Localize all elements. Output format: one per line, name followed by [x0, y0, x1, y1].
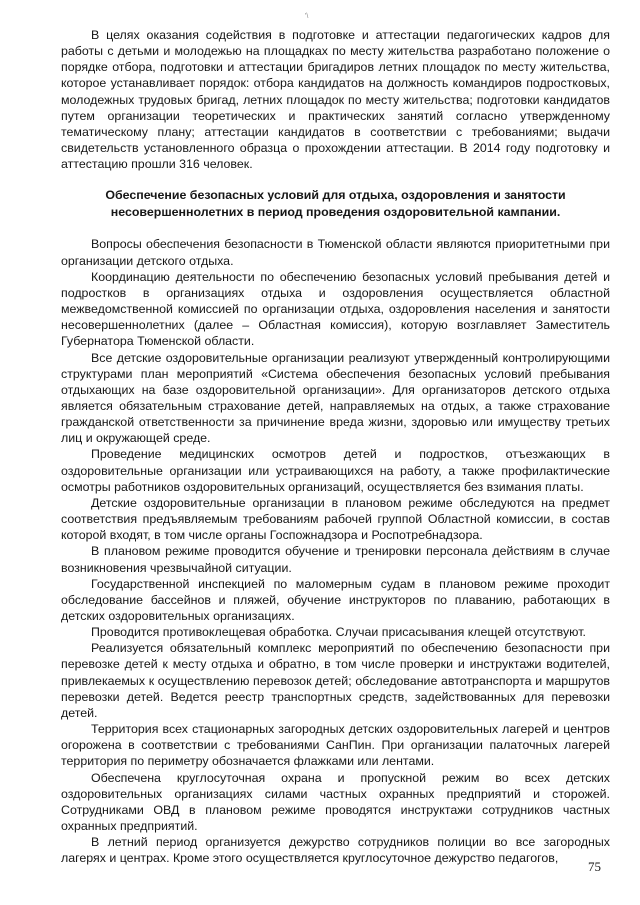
body-paragraph-police-duty: В летний период организуется дежурство сотрудников полиции во все загородных лагерях и центрах. Кроме этого осуществляется круглосуточное дежурство педагогов,	[61, 835, 610, 866]
body-paragraph-transport: Реализуется обязательный комплекс мероприятий по обеспечению безопасности при перевозке детей к месту отдыха и обратно, в том числе проверки и инструктажи водителей, привлекаемых к осуществлению перевозок детей; обследование автотранспорта и маршрутов перевозки детей. Ведется реестр транспортных средств, задействованных для перевозки детей.	[61, 641, 610, 720]
body-paragraph-territory: Территория всех стационарных загородных детских оздоровительных лагерей и центров огорожена в соответствии с требованиями СанПин. При организации палаточных лагерей территория по периметру обозначается флажками или лентами.	[61, 722, 610, 769]
intro-paragraph: В целях оказания содействия в подготовке и аттестации педагогических кадров для работы с детьми и молодежью на площадках по месту жительства разработано положение о порядке отбора, подготовки и аттестации бригадиров летних площадок по месту жительства, которое устанавливает порядок: отбора кандидатов на должность командиров подростковых, молодежных трудовых бригад, летних площадок по месту жительства; подготовки кандидатов путем организации теоретических и практических занятий согласно утвержденному тематическому плану; аттестации кандидатов в соответствии с требованиями; выдачи свидетельств установленного образца о прохождении аттестации. В 2014 году подготовку и аттестацию прошли 316 человек.	[61, 28, 610, 172]
section-heading	[61, 187, 610, 220]
body-paragraph-safety-plan: Все детские оздоровительные организации реализуют утвержденный контролирующими структурами план мероприятий «Система обеспечения безопасных условий пребывания отдыхающих на базе оздоровительной организации». Для организаторов детского отдыха является обязательным страхование детей, направляемых на отдых, а также страхование гражданской ответственности за причинение вреда жизни, здоровью или имуществу третьих лиц и окружающей среде.	[61, 350, 610, 446]
body-paragraph-water-safety: Государственной инспекцией по маломерным судам в плановом режиме проходит обследование бассейнов и пляжей, обучение инструкторов по плаванию, работающих в детских оздоровительных организациях.	[61, 576, 610, 623]
body-paragraph-tick-treatment: Проводится противоклещевая обработка. Случаи присасывания клещей отсутствуют.	[91, 625, 586, 640]
section-heading-line-1: Обеспечение безопасных условий для отдыха, оздоровления и занятости	[105, 188, 566, 203]
body-paragraph-security: Обеспечена круглосуточная охрана и пропускной режим во всех детских оздоровительных организациях силами частных охранных предприятий и сторожей. Сотрудниками ОВД в плановом режиме проводятся инструктажи сотрудников частных охранных предприятий.	[61, 770, 610, 834]
body-paragraph-coordination: Координацию деятельности по обеспечению безопасных условий пребывания детей и подростков в организациях отдыха и оздоровления осуществляется областной межведомственной комиссией по организации отдыха, оздоровления населения и занятости несовершеннолетних (далее – Областная комиссия), которую возглавляет Заместитель Губернатора Тюменской области.	[61, 269, 610, 349]
body-paragraph-medical: Проведение медицинских осмотров детей и подростков, отъезжающих в оздоровительные организации или устраивающихся на работу, а также профилактические осмотры работников оздоровительных организаций, осуществляется без взимания платы.	[61, 447, 610, 494]
body-paragraph-inspections: Детские оздоровительные организации в плановом режиме обследуются на предмет соответствия предъявляемым требованиям рабочей группой Областной комиссии, в состав которой входят, в том числе органы Госпожнадзора и Роспотребнадзора.	[61, 495, 610, 543]
scan-speck: '\	[305, 13, 309, 20]
body-paragraph-priority: Вопросы обеспечения безопасности в Тюменской области являются приоритетными при организации детского отдыха.	[61, 237, 610, 268]
section-heading-line-2: несовершеннолетних в период проведения оздоровительной кампании.	[110, 204, 561, 219]
body-paragraph-emergency-training: В плановом режиме проводится обучение и тренировки персонала действиям в случае возникновения чрезвычайной ситуации.	[61, 544, 610, 575]
document-page	[61, 27, 610, 867]
page-number: 75	[588, 859, 601, 874]
